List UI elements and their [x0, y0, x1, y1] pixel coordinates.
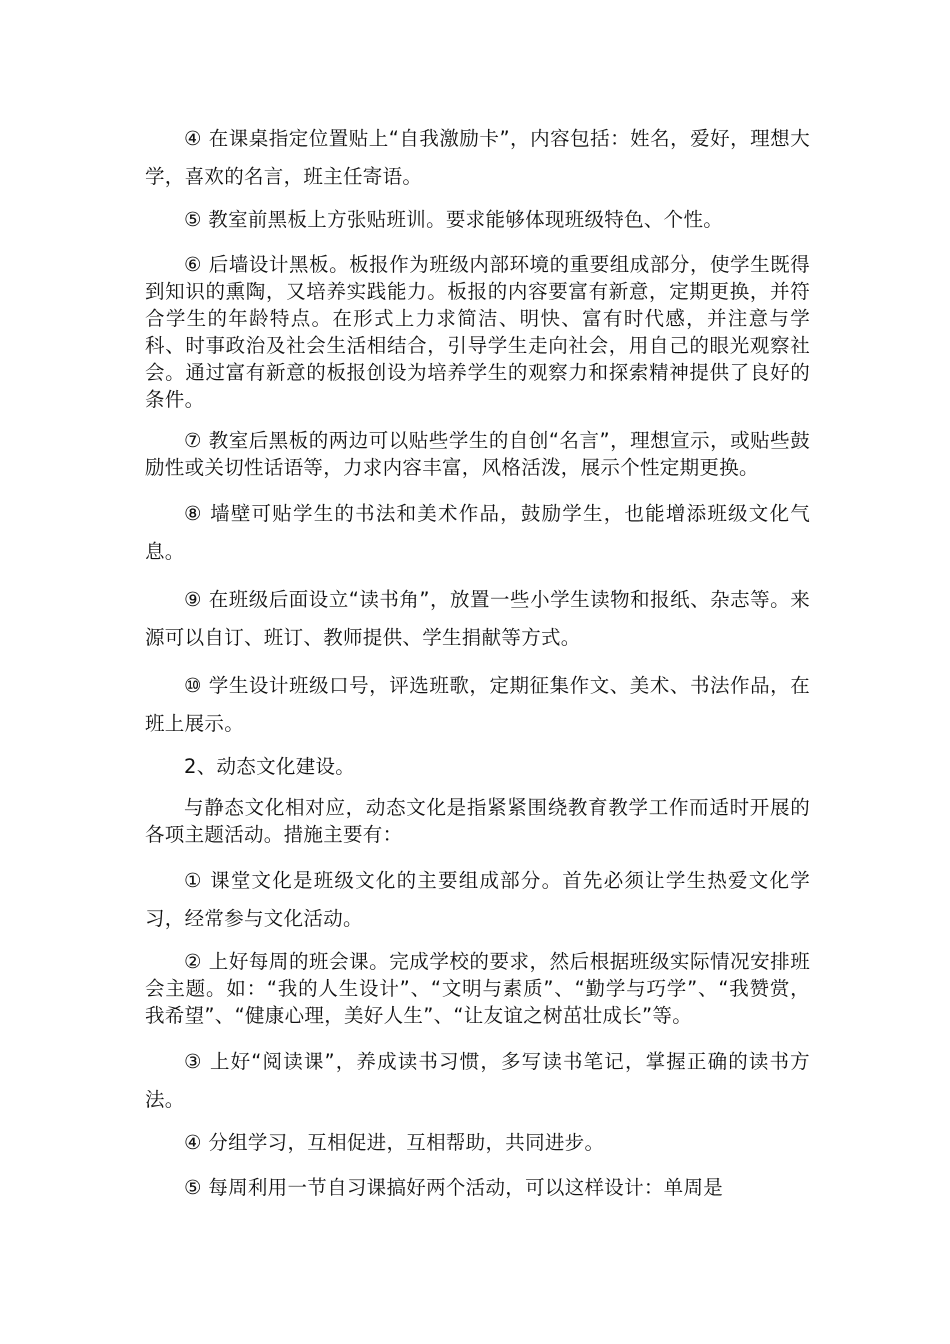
paragraph-quotes: ⑦ 教室后黑板的两边可以贴些学生的自创“名言”，理想宣示，或贴些鼓励性或关切性话语等，力求内容丰富，风格活泼，展示个性定期更换。: [145, 429, 810, 479]
paragraph-desk-card: ④ 在课桌指定位置贴上“自我激励卡”，内容包括：姓名，爱好，理想大学，喜欢的名言，班主任寄语。: [145, 127, 810, 188]
paragraph-group-study: ④ 分组学习，互相促进，互相帮助，共同进步。: [184, 1131, 605, 1154]
paragraph-class-slogan: ⑩ 学生设计班级口号，评选班歌，定期征集作文、美术、书法作品，在班上展示。: [145, 674, 810, 735]
document-page: [145, 120, 810, 1201]
paragraph-dynamic-intro: 与静态文化相对应，动态文化是指紧紧围绕教育教学工作而适时开展的各项主题活动。措施主要有：: [145, 796, 810, 846]
section-heading-dynamic-culture: 2、动态文化建设。: [184, 755, 356, 778]
paragraph-weekly-activities: ⑤ 每周利用一节自习课搞好两个活动，可以这样设计：单周是: [184, 1176, 724, 1199]
paragraph-classroom-culture: ① 课堂文化是班级文化的主要组成部分。首先必须让学生热爱文化学习，经常参与文化活动。: [145, 869, 810, 930]
paragraph-back-blackboard: ⑥ 后墙设计黑板。板报作为班级内部环境的重要组成部分，使学生既得到知识的熏陶，又培养实践能力。板报的内容要富有新意，定期更换，并符合学生的年龄特点。在形式上力求简洁、明快、富有时代感，并注意与学科、时事政治及社会生活相结合，引导学生走向社会，用自己的眼光观察社会。通过富有新意的板报创设为培养学生的观察力和探索精神提供了良好的条件。: [145, 253, 810, 411]
paragraph-reading-corner: ⑨ 在班级后面设立“读书角”，放置一些小学生读物和报纸、杂志等。来源可以自订、班订、教师提供、学生捐献等方式。: [145, 588, 810, 649]
paragraph-reading-class: ③ 上好“阅读课”，养成读书习惯，多写读书笔记，掌握正确的读书方法。: [145, 1050, 810, 1111]
paragraph-artwork: ⑧ 墙壁可贴学生的书法和美术作品，鼓励学生，也能增添班级文化气息。: [145, 502, 810, 563]
paragraph-class-meeting: ② 上好每周的班会课。完成学校的要求，然后根据班级实际情况安排班会主题。如：“我的人生设计”、“文明与素质”、“勤学与巧学”、“我赞赏，我希望”、“健康心理，美好人生”、“让友谊之树茁壮成长”等。: [145, 950, 810, 1027]
paragraph-class-motto: ⑤ 教室前黑板上方张贴班训。要求能够体现班级特色、个性。: [184, 208, 724, 231]
